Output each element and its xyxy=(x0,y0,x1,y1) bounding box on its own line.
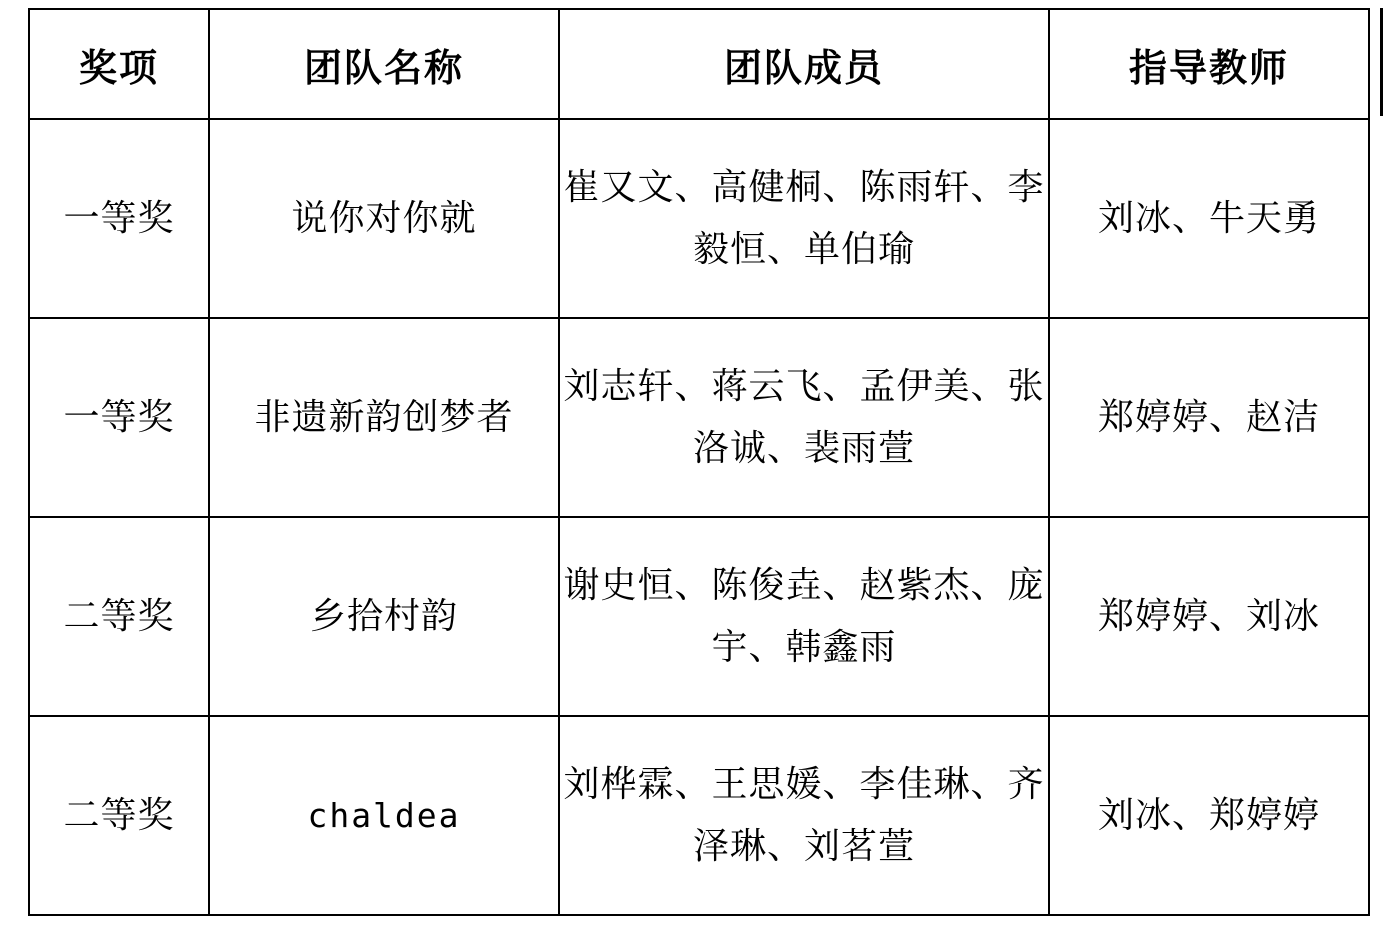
cell-team-name: chaldea xyxy=(209,716,559,915)
cell-mentor: 郑婷婷、赵洁 xyxy=(1049,318,1369,517)
cell-team-name: 非遗新韵创梦者 xyxy=(209,318,559,517)
award-table xyxy=(28,8,1370,916)
column-header-team-members: 团队成员 xyxy=(559,9,1049,119)
adjacent-table-edge xyxy=(1380,8,1383,116)
cell-mentor: 刘冰、郑婷婷 xyxy=(1049,716,1369,915)
cell-team-members: 刘桦霖、王思媛、李佳琳、齐泽琳、刘茗萱 xyxy=(559,716,1049,915)
column-header-mentor: 指导教师 xyxy=(1049,9,1369,119)
table-row xyxy=(29,716,1369,915)
cell-award: 一等奖 xyxy=(29,318,209,517)
table-row xyxy=(29,119,1369,318)
cell-mentor: 刘冰、牛天勇 xyxy=(1049,119,1369,318)
cell-award: 二等奖 xyxy=(29,517,209,716)
table-row xyxy=(29,517,1369,716)
table-row xyxy=(29,318,1369,517)
cell-team-name: 乡拾村韵 xyxy=(209,517,559,716)
table-header-row xyxy=(29,9,1369,119)
cell-team-name: 说你对你就 xyxy=(209,119,559,318)
table-header xyxy=(29,9,1369,119)
cell-mentor: 郑婷婷、刘冰 xyxy=(1049,517,1369,716)
cell-team-members: 谢史恒、陈俊垚、赵紫杰、庞宇、韩鑫雨 xyxy=(559,517,1049,716)
cell-award: 二等奖 xyxy=(29,716,209,915)
column-header-team-name: 团队名称 xyxy=(209,9,559,119)
column-header-award: 奖项 xyxy=(29,9,209,119)
cell-award: 一等奖 xyxy=(29,119,209,318)
cell-team-members: 崔又文、高健桐、陈雨轩、李毅恒、单伯瑜 xyxy=(559,119,1049,318)
table-body xyxy=(29,119,1369,915)
cell-team-members: 刘志轩、蒋云飞、孟伊美、张洛诚、裴雨萱 xyxy=(559,318,1049,517)
